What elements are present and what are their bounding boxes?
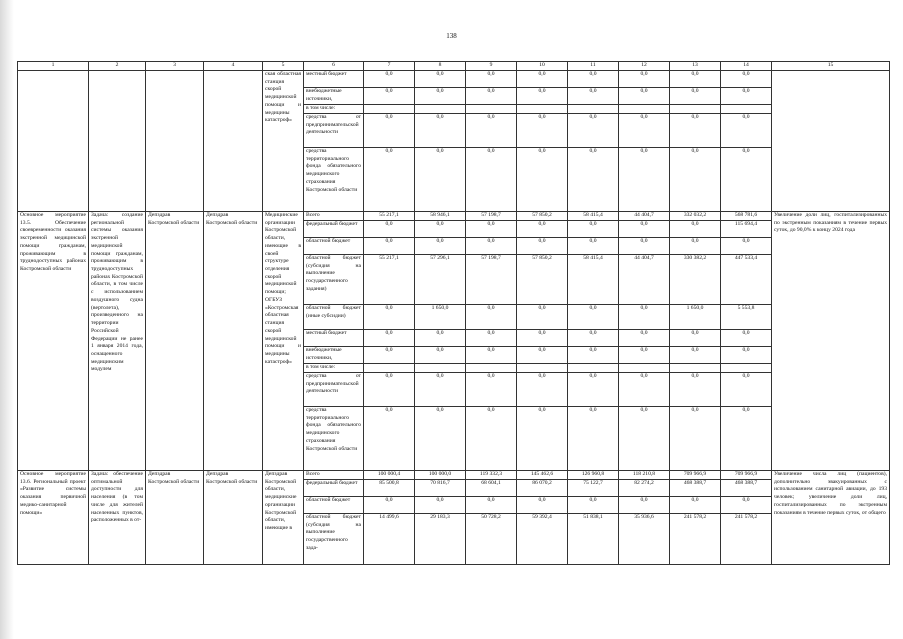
value-cell — [721, 105, 772, 114]
value-cell — [415, 364, 466, 373]
value-cell: 0,0 — [619, 330, 670, 347]
value-cell: 330 382,2 — [670, 255, 721, 305]
value-cell: 241 578,2 — [670, 514, 721, 565]
funding-source: федеральный бюджет — [304, 480, 364, 497]
value-cell: 0,0 — [619, 238, 670, 255]
value-cell: 447 533,4 — [721, 255, 772, 305]
value-cell: 145 462,6 — [517, 471, 568, 480]
block-cell — [89, 71, 146, 212]
value-cell: 0,0 — [568, 221, 619, 238]
funding-source: Всего — [304, 212, 364, 221]
block-cell — [146, 71, 204, 212]
funding-source: внебюджетные источники, — [304, 88, 364, 105]
col-header: 2 — [89, 62, 146, 71]
value-cell: 0,0 — [517, 373, 568, 407]
value-cell: 58 415,4 — [568, 212, 619, 221]
value-cell: 0,0 — [466, 330, 517, 347]
value-cell: 57 198,7 — [466, 212, 517, 221]
value-cell: 0,0 — [415, 330, 466, 347]
value-cell — [415, 105, 466, 114]
col-header: 11 — [568, 62, 619, 71]
value-cell: 0,0 — [415, 148, 466, 212]
value-cell: 0,0 — [517, 407, 568, 471]
value-cell: 44 404,7 — [619, 255, 670, 305]
funding-source: федеральный бюджет — [304, 221, 364, 238]
value-cell: 0,0 — [670, 330, 721, 347]
value-cell: 0,0 — [568, 497, 619, 514]
value-cell: 0,0 — [364, 305, 415, 330]
value-cell: 0,0 — [619, 114, 670, 148]
value-cell: 0,0 — [619, 221, 670, 238]
value-cell: 0,0 — [670, 148, 721, 212]
value-cell: 0,0 — [466, 497, 517, 514]
table-body — [18, 62, 890, 565]
value-cell: 0,0 — [364, 238, 415, 255]
value-cell: 0,0 — [517, 88, 568, 105]
value-cell: 0,0 — [619, 71, 670, 88]
participants: ская областная станция скорой медицинской помощи и медицины катастроф» — [263, 71, 304, 212]
value-cell: 0,0 — [466, 305, 517, 330]
value-cell: 0,0 — [619, 373, 670, 407]
value-cell: 0,0 — [466, 238, 517, 255]
funding-source: средства от предпринимательской деятельности — [304, 373, 364, 407]
value-cell: 0,0 — [670, 347, 721, 364]
col-header: 7 — [364, 62, 415, 71]
value-cell: 0,0 — [415, 114, 466, 148]
value-cell: 0,0 — [415, 71, 466, 88]
value-cell: 0,0 — [670, 88, 721, 105]
value-cell: 57 850,2 — [517, 212, 568, 221]
value-cell: 0,0 — [364, 114, 415, 148]
value-cell — [517, 364, 568, 373]
value-cell: 0,0 — [619, 88, 670, 105]
page-edge-shadow — [0, 0, 14, 639]
value-cell: 115 694,4 — [721, 221, 772, 238]
funding-source: местный бюджет — [304, 71, 364, 88]
value-cell: 0,0 — [517, 497, 568, 514]
value-cell: 0,0 — [517, 148, 568, 212]
funding-source: внебюджетные источники, — [304, 347, 364, 364]
col-header: 6 — [304, 62, 364, 71]
col-header: 15 — [772, 62, 890, 71]
value-cell: 0,0 — [466, 347, 517, 364]
value-cell — [721, 364, 772, 373]
value-cell: 1 650,0 — [670, 305, 721, 330]
funding-source: местный бюджет — [304, 330, 364, 347]
value-cell: 0,0 — [568, 71, 619, 88]
value-cell: 0,0 — [619, 347, 670, 364]
funding-source: в том числе: — [304, 364, 364, 373]
value-cell: 14 499,6 — [364, 514, 415, 565]
activity-name: Основное мероприятие 13.6. Региональный проект «Развитие системы оказания первичной медико-санитарной помощи» — [18, 471, 89, 565]
value-cell: 86 070,2 — [517, 480, 568, 497]
value-cell: 0,0 — [619, 407, 670, 471]
value-cell: 709 966,9 — [670, 471, 721, 480]
funding-source: средства территориального фонда обязательного медицинского страхования Костромской области — [304, 407, 364, 471]
value-cell: 0,0 — [670, 407, 721, 471]
value-cell: 75 122,7 — [568, 480, 619, 497]
value-cell: 0,0 — [517, 238, 568, 255]
value-cell: 0,0 — [721, 148, 772, 212]
value-cell: 0,0 — [619, 148, 670, 212]
value-cell: 0,0 — [415, 373, 466, 407]
table-row — [18, 471, 890, 480]
participants: Медицинские организации Костромской области, имеющие в своей структуре отделения скорой медицинской помощи; ОГБУЗ «Костромская областная станция скорой медицинской помощи и медицины катастроф» — [263, 212, 304, 471]
value-cell: 0,0 — [670, 497, 721, 514]
co-executor: Депздрав Костромской области — [204, 212, 263, 471]
value-cell: 0,0 — [721, 238, 772, 255]
value-cell: 44 404,7 — [619, 212, 670, 221]
col-header: 8 — [415, 62, 466, 71]
value-cell: 0,0 — [721, 330, 772, 347]
value-cell: 0,0 — [670, 373, 721, 407]
col-header: 14 — [721, 62, 772, 71]
value-cell: 0,0 — [721, 407, 772, 471]
value-cell: 70 816,7 — [415, 480, 466, 497]
value-cell: 0,0 — [568, 373, 619, 407]
col-header: 5 — [263, 62, 304, 71]
co-executor: Депздрав Костромской области — [204, 471, 263, 565]
participants: Депздрав Костромской области, медицинские организации Костромской области, имеющие в — [263, 471, 304, 565]
col-header: 10 — [517, 62, 568, 71]
col-header: 9 — [466, 62, 517, 71]
value-cell: 0,0 — [415, 238, 466, 255]
col-header: 12 — [619, 62, 670, 71]
value-cell: 0,0 — [670, 221, 721, 238]
value-cell: 57 198,7 — [466, 255, 517, 305]
value-cell: 57 850,2 — [517, 255, 568, 305]
value-cell: 0,0 — [721, 71, 772, 88]
value-cell: 0,0 — [619, 497, 670, 514]
value-cell: 0,0 — [415, 497, 466, 514]
value-cell — [466, 105, 517, 114]
value-cell: 59 392,4 — [517, 514, 568, 565]
value-cell — [670, 105, 721, 114]
value-cell: 709 966,9 — [721, 471, 772, 480]
value-cell: 55 217,1 — [364, 212, 415, 221]
value-cell: 58 946,1 — [415, 212, 466, 221]
value-cell: 0,0 — [517, 221, 568, 238]
value-cell: 55 217,1 — [364, 255, 415, 305]
value-cell: 0,0 — [568, 330, 619, 347]
value-cell — [364, 105, 415, 114]
header-row — [18, 62, 890, 71]
value-cell: 58 415,4 — [568, 255, 619, 305]
value-cell: 332 032,2 — [670, 212, 721, 221]
value-cell: 0,0 — [568, 347, 619, 364]
expected-result: Увеличение доли лиц, госпитализированных по экстренным показаниям в течение первых суток, до 90,0% к концу 2024 года — [772, 212, 890, 471]
value-cell: 51 838,1 — [568, 514, 619, 565]
value-cell: 0,0 — [364, 71, 415, 88]
value-cell: 0,0 — [466, 71, 517, 88]
value-cell: 0,0 — [721, 373, 772, 407]
value-cell: 0,0 — [517, 347, 568, 364]
value-cell: 0,0 — [466, 114, 517, 148]
value-cell: 126 960,8 — [568, 471, 619, 480]
responsible-executor: Депздрав Костромской области — [146, 471, 204, 565]
value-cell: 0,0 — [568, 305, 619, 330]
value-cell: 0,0 — [466, 88, 517, 105]
value-cell: 0,0 — [415, 88, 466, 105]
program-table — [17, 61, 890, 565]
value-cell: 0,0 — [364, 88, 415, 105]
value-cell: 468 388,7 — [670, 480, 721, 497]
value-cell — [619, 105, 670, 114]
value-cell: 0,0 — [466, 373, 517, 407]
value-cell: 119 332,3 — [466, 471, 517, 480]
value-cell: 0,0 — [517, 305, 568, 330]
value-cell: 0,0 — [415, 407, 466, 471]
value-cell — [670, 364, 721, 373]
col-header: 1 — [18, 62, 89, 71]
value-cell: 0,0 — [568, 148, 619, 212]
value-cell: 1 650,0 — [415, 305, 466, 330]
result-cell — [772, 71, 890, 212]
value-cell: 0,0 — [466, 148, 517, 212]
value-cell: 0,0 — [670, 71, 721, 88]
value-cell: 0,0 — [466, 221, 517, 238]
value-cell: 0,0 — [517, 330, 568, 347]
col-header: 4 — [204, 62, 263, 71]
value-cell: 0,0 — [568, 114, 619, 148]
value-cell — [466, 364, 517, 373]
value-cell: 0,0 — [364, 407, 415, 471]
activity-name: Основное мероприятие 13.5. Обеспечение своевременности оказания экстренной медицинской помощи гражданам, проживающим в труднодоступных районах Костромской области — [18, 212, 89, 471]
value-cell: 0,0 — [517, 71, 568, 88]
value-cell: 85 500,8 — [364, 480, 415, 497]
block-cell — [18, 71, 89, 212]
value-cell: 57 296,1 — [415, 255, 466, 305]
value-cell: 0,0 — [364, 373, 415, 407]
value-cell — [517, 105, 568, 114]
value-cell: 0,0 — [415, 347, 466, 364]
value-cell: 0,0 — [568, 238, 619, 255]
value-cell — [568, 364, 619, 373]
value-cell: 68 604,1 — [466, 480, 517, 497]
table-row — [18, 212, 890, 221]
funding-source: областной бюджет — [304, 238, 364, 255]
value-cell: 0,0 — [364, 497, 415, 514]
funding-source: средства от предпринимательской деятельности — [304, 114, 364, 148]
funding-source: областной бюджет (субсидия на выполнение государственного зада- — [304, 514, 364, 565]
value-cell: 0,0 — [517, 114, 568, 148]
value-cell: 0,0 — [721, 114, 772, 148]
value-cell: 0,0 — [364, 330, 415, 347]
value-cell: 100 000,0 — [415, 471, 466, 480]
value-cell: 0,0 — [364, 221, 415, 238]
value-cell: 0,0 — [568, 88, 619, 105]
funding-source: областной бюджет (иные субсидии) — [304, 305, 364, 330]
value-cell: 568 781,6 — [721, 212, 772, 221]
value-cell: 0,0 — [721, 88, 772, 105]
value-cell: 100 000,4 — [364, 471, 415, 480]
funding-source: областной бюджет — [304, 497, 364, 514]
value-cell: 0,0 — [670, 114, 721, 148]
funding-source: Всего — [304, 471, 364, 480]
value-cell: 29 183,3 — [415, 514, 466, 565]
funding-source: средства территориального фонда обязательного медицинского страхования Костромской области — [304, 148, 364, 212]
value-cell: 82 274,2 — [619, 480, 670, 497]
block-cell — [204, 71, 263, 212]
value-cell: 0,0 — [721, 497, 772, 514]
value-cell: 50 728,2 — [466, 514, 517, 565]
responsible-executor: Депздрав Костромской области — [146, 212, 204, 471]
page-number: 138 — [446, 32, 457, 40]
value-cell: 5 553,8 — [721, 305, 772, 330]
activity-task: Задача: создание региональной системы оказания экстренной медицинской помощи гражданам, проживающим в труднодоступных районах Костромской области, в том числе с использованием воздушного судна (вертолета), произведенного на территории Российской Федерации не ранее 1 января 2014 года, оснащенного медицинским модулем — [89, 212, 146, 471]
col-header: 3 — [146, 62, 204, 71]
value-cell: 35 936,6 — [619, 514, 670, 565]
value-cell: 0,0 — [721, 347, 772, 364]
value-cell — [364, 364, 415, 373]
table-row — [18, 71, 890, 88]
value-cell: 0,0 — [364, 347, 415, 364]
value-cell — [568, 105, 619, 114]
funding-source: областной бюджет (субсидия на выполнение государственного задания) — [304, 255, 364, 305]
expected-result: Увеличение числа лиц (пациентов), дополнительно эвакуированных с использованием санитарной авиации, до 193 человек; увеличение доли лиц, госпитализированных по экстренным показаниям в течение первых суток, от общего — [772, 471, 890, 565]
value-cell: 0,0 — [568, 407, 619, 471]
value-cell: 468 388,7 — [721, 480, 772, 497]
funding-source: в том числе: — [304, 105, 364, 114]
value-cell: 0,0 — [466, 407, 517, 471]
col-header: 13 — [670, 62, 721, 71]
value-cell: 241 578,2 — [721, 514, 772, 565]
value-cell: 0,0 — [415, 221, 466, 238]
value-cell: 118 210,8 — [619, 471, 670, 480]
value-cell — [619, 364, 670, 373]
value-cell: 0,0 — [364, 148, 415, 212]
value-cell: 0,0 — [670, 238, 721, 255]
activity-task: Задача: обеспечение оптимальной доступности для населения (в том числе для жителей населенных пунктов, расположенных в от- — [89, 471, 146, 565]
value-cell: 0,0 — [619, 305, 670, 330]
